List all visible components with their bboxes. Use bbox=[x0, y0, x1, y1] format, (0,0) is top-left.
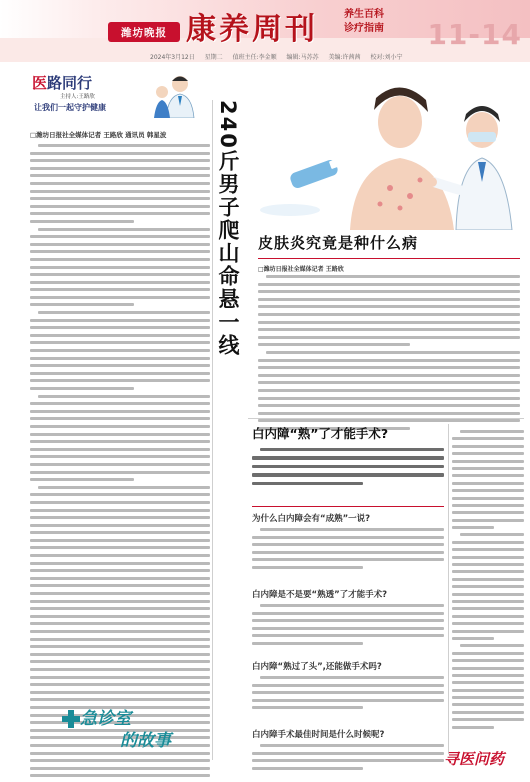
text-line bbox=[30, 167, 210, 170]
text-line bbox=[30, 319, 210, 322]
text-line bbox=[258, 290, 520, 293]
text-line bbox=[452, 556, 524, 559]
text-line bbox=[30, 471, 210, 474]
text-line bbox=[30, 645, 210, 648]
masthead bbox=[0, 0, 530, 62]
left-column bbox=[30, 64, 210, 774]
text-line bbox=[452, 437, 524, 440]
text-line bbox=[452, 718, 524, 721]
cataract-subhead-3: 白内障“熟过了头”,还能做手术吗? bbox=[252, 662, 382, 672]
text-line bbox=[30, 501, 210, 504]
vertical-headline bbox=[214, 100, 244, 420]
text-line bbox=[30, 440, 210, 443]
text-line bbox=[260, 448, 444, 451]
text-line bbox=[30, 159, 210, 162]
text-line bbox=[452, 467, 524, 470]
text-line bbox=[30, 546, 210, 549]
text-line bbox=[30, 273, 210, 276]
text-line bbox=[30, 182, 210, 185]
text-line bbox=[30, 455, 210, 458]
text-line bbox=[452, 541, 524, 544]
text-line bbox=[30, 220, 134, 223]
text-line bbox=[252, 767, 363, 770]
section-divider bbox=[248, 418, 524, 419]
text-line bbox=[452, 652, 524, 655]
text-line bbox=[30, 676, 210, 679]
column-slogan: 让我们一起守护健康 bbox=[34, 103, 106, 112]
skin-illustration bbox=[250, 70, 520, 230]
paper-name: 潍坊晚报 bbox=[121, 26, 167, 39]
text-line bbox=[452, 497, 524, 500]
text-line bbox=[30, 524, 210, 527]
issue-info-bar bbox=[150, 52, 410, 61]
text-line bbox=[252, 482, 363, 485]
text-line bbox=[30, 197, 210, 200]
text-line bbox=[258, 412, 520, 415]
cataract-lead bbox=[252, 448, 444, 490]
cataract-article-title: 白内障“熟”了才能手术? bbox=[252, 426, 389, 441]
medical-cross-icon bbox=[60, 708, 82, 730]
text-line bbox=[252, 558, 444, 561]
text-line bbox=[452, 674, 524, 677]
text-line bbox=[452, 681, 524, 684]
text-line bbox=[252, 691, 444, 694]
text-line bbox=[30, 326, 210, 329]
text-line bbox=[30, 334, 210, 337]
text-line bbox=[452, 585, 524, 588]
text-line bbox=[260, 676, 444, 679]
text-line bbox=[452, 726, 494, 729]
text-line bbox=[30, 607, 210, 610]
column-divider bbox=[212, 100, 213, 760]
text-line bbox=[452, 445, 524, 448]
text-line bbox=[452, 570, 524, 573]
column-logo-title-b: 路同行 bbox=[47, 74, 93, 92]
text-line bbox=[30, 767, 210, 770]
text-line bbox=[452, 659, 524, 662]
footer-logo: 寻医问药 bbox=[444, 750, 505, 768]
text-line bbox=[252, 543, 444, 546]
text-line bbox=[252, 619, 444, 622]
column-stamp bbox=[60, 702, 210, 760]
text-line bbox=[30, 258, 210, 261]
text-line bbox=[258, 359, 520, 362]
text-line bbox=[258, 381, 520, 384]
column-logo-title bbox=[32, 72, 92, 93]
section-sub-2: 诊疗指南 bbox=[344, 23, 384, 34]
text-line bbox=[252, 684, 444, 687]
text-line bbox=[452, 489, 524, 492]
text-line bbox=[452, 615, 524, 618]
issue-weekday: 星期二 bbox=[204, 54, 223, 61]
text-line bbox=[252, 551, 444, 554]
text-line bbox=[452, 630, 524, 633]
text-line bbox=[266, 275, 520, 278]
text-line bbox=[30, 569, 210, 572]
text-line bbox=[30, 205, 210, 208]
text-line bbox=[452, 482, 524, 485]
text-line bbox=[452, 563, 524, 566]
text-line bbox=[258, 397, 520, 400]
designer: 美编:许茜茜 bbox=[328, 54, 361, 61]
text-line bbox=[258, 404, 520, 407]
text-line bbox=[452, 667, 524, 670]
text-line bbox=[452, 548, 524, 551]
text-line bbox=[30, 190, 210, 193]
column-logo-title-a: 医 bbox=[32, 74, 48, 92]
text-line bbox=[38, 311, 210, 314]
stamp-title-1: 急诊室 bbox=[80, 709, 131, 729]
text-line bbox=[258, 419, 520, 422]
text-line bbox=[452, 526, 494, 529]
text-line bbox=[452, 519, 524, 522]
text-line bbox=[30, 372, 210, 375]
cataract-section-4 bbox=[252, 744, 444, 774]
text-line bbox=[258, 336, 520, 339]
text-line bbox=[258, 389, 520, 392]
text-line bbox=[252, 465, 444, 468]
text-line bbox=[452, 711, 524, 714]
text-line bbox=[30, 615, 210, 618]
right-column-divider bbox=[448, 424, 449, 754]
text-line bbox=[30, 379, 210, 382]
text-line bbox=[30, 425, 210, 428]
text-line bbox=[452, 460, 524, 463]
text-line bbox=[452, 504, 524, 507]
stamp-title-2: 的故事 bbox=[120, 731, 171, 751]
text-line bbox=[252, 612, 444, 615]
text-line bbox=[30, 212, 210, 215]
text-line bbox=[252, 566, 363, 569]
text-line bbox=[258, 321, 520, 324]
text-line bbox=[252, 706, 363, 709]
text-line bbox=[258, 305, 520, 308]
text-line bbox=[452, 607, 524, 610]
text-line bbox=[30, 539, 210, 542]
text-line bbox=[30, 531, 210, 534]
text-line bbox=[252, 627, 444, 630]
text-line bbox=[30, 364, 210, 367]
text-line bbox=[30, 774, 210, 777]
cataract-section-2 bbox=[252, 604, 444, 650]
text-line bbox=[30, 410, 210, 413]
text-line bbox=[30, 592, 210, 595]
column-host: 主持人:王路欣 bbox=[60, 94, 95, 100]
text-line bbox=[258, 313, 520, 316]
text-line bbox=[30, 387, 134, 390]
text-line bbox=[38, 395, 210, 398]
text-line bbox=[252, 473, 444, 476]
text-line bbox=[30, 235, 210, 238]
paper-logo bbox=[108, 22, 180, 42]
duty-editor: 值班主任:李金顺 bbox=[232, 54, 277, 61]
text-line bbox=[30, 630, 210, 633]
text-line bbox=[30, 152, 210, 155]
text-line bbox=[30, 478, 134, 481]
text-line bbox=[30, 463, 210, 466]
text-line bbox=[452, 511, 524, 514]
issue-date: 2024年3月12日 bbox=[150, 54, 195, 61]
text-line bbox=[260, 604, 444, 607]
text-line bbox=[30, 554, 210, 557]
text-line bbox=[30, 638, 210, 641]
text-line bbox=[252, 456, 444, 459]
skin-article-title: 皮肤炎究竟是种什么病 bbox=[258, 234, 419, 252]
cataract-section-1 bbox=[252, 528, 444, 574]
text-line bbox=[30, 584, 210, 587]
text-line bbox=[260, 744, 444, 747]
cataract-subhead-4: 白内障手术最佳时间是什么时候呢? bbox=[252, 730, 385, 740]
text-line bbox=[452, 637, 494, 640]
text-line bbox=[460, 533, 524, 536]
text-line bbox=[30, 653, 210, 656]
text-line bbox=[30, 281, 210, 284]
page-number: 11-14 bbox=[427, 18, 522, 51]
text-line bbox=[30, 303, 134, 306]
text-line bbox=[30, 668, 210, 671]
text-line bbox=[30, 402, 210, 405]
text-line bbox=[258, 343, 410, 346]
text-line bbox=[30, 493, 210, 496]
text-line bbox=[452, 622, 524, 625]
text-line bbox=[30, 296, 210, 299]
text-line bbox=[452, 474, 524, 477]
text-line bbox=[30, 683, 210, 686]
text-line bbox=[260, 528, 444, 531]
text-line bbox=[460, 430, 524, 433]
text-line bbox=[30, 660, 210, 663]
text-line bbox=[38, 144, 210, 147]
text-line bbox=[30, 357, 210, 360]
text-line bbox=[452, 452, 524, 455]
article-byline: □潍坊日报社全媒体记者 王路欣 通讯员 韩星波 bbox=[30, 131, 167, 139]
text-line bbox=[252, 699, 444, 702]
text-line bbox=[30, 433, 210, 436]
text-line bbox=[258, 298, 520, 301]
text-line bbox=[258, 366, 520, 369]
text-line bbox=[30, 516, 210, 519]
text-line bbox=[452, 689, 524, 692]
text-line bbox=[30, 288, 210, 291]
section-sub-1: 养生百科 bbox=[344, 9, 384, 20]
text-line bbox=[30, 600, 210, 603]
skin-article-body bbox=[258, 275, 520, 434]
left-article-body bbox=[30, 144, 210, 782]
doctor-illustration bbox=[150, 72, 206, 118]
text-line bbox=[252, 536, 444, 539]
text-line bbox=[258, 374, 520, 377]
text-line bbox=[452, 600, 524, 603]
text-line bbox=[30, 698, 210, 701]
column-logo bbox=[30, 72, 210, 116]
skin-article-byline: □潍坊日报社全媒体记者 王路欣 bbox=[258, 266, 344, 273]
cataract-section-3 bbox=[252, 676, 444, 714]
text-line bbox=[30, 448, 210, 451]
text-line bbox=[38, 228, 210, 231]
text-line bbox=[460, 644, 524, 647]
section-title: 康养周刊 bbox=[186, 12, 318, 47]
text-line bbox=[38, 486, 210, 489]
text-line bbox=[30, 250, 210, 253]
text-line bbox=[30, 243, 210, 246]
text-line bbox=[258, 283, 520, 286]
text-line bbox=[266, 351, 520, 354]
chief-editor: 编辑:马苏苏 bbox=[286, 54, 319, 61]
text-line bbox=[30, 266, 210, 269]
text-line bbox=[30, 622, 210, 625]
text-line bbox=[252, 642, 363, 645]
text-line bbox=[30, 691, 210, 694]
cataract-lead-rule bbox=[252, 506, 444, 507]
cataract-subhead-1: 为什么白内障会有“成熟”一说? bbox=[252, 514, 371, 524]
text-line bbox=[30, 562, 210, 565]
text-line bbox=[30, 417, 210, 420]
text-line bbox=[30, 509, 210, 512]
headline-text: 240斤男子爬山命悬一线 bbox=[216, 100, 240, 357]
text-line bbox=[258, 328, 520, 331]
text-line bbox=[30, 174, 210, 177]
skin-title-rule bbox=[258, 258, 520, 259]
text-line bbox=[252, 752, 444, 755]
text-line bbox=[452, 578, 524, 581]
text-line bbox=[252, 634, 444, 637]
text-line bbox=[30, 341, 210, 344]
skin-article-continued bbox=[452, 430, 524, 733]
text-line bbox=[452, 696, 524, 699]
text-line bbox=[452, 703, 524, 706]
text-line bbox=[252, 759, 444, 762]
section-subtitle bbox=[344, 8, 404, 36]
proofreader: 校对:刘小宁 bbox=[370, 54, 403, 61]
cataract-subhead-2: 白内障是不是要“熟透”了才能手术? bbox=[252, 590, 388, 600]
text-line bbox=[30, 577, 210, 580]
text-line bbox=[30, 349, 210, 352]
text-line bbox=[452, 593, 524, 596]
